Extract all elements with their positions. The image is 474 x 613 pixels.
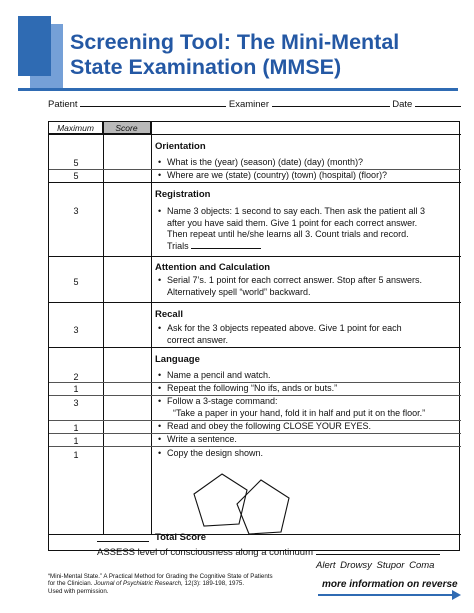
max-value: 3 [73, 206, 79, 216]
bullet: • [158, 323, 162, 333]
total-score-label: Total Score [155, 532, 207, 543]
trials-row [167, 241, 457, 253]
language-item-copy [158, 448, 457, 460]
attention-item [158, 275, 457, 298]
orientation-item-time [158, 157, 457, 169]
section-title-attention: Attention and Calculation [155, 262, 271, 273]
recall-item [158, 323, 457, 346]
examiner-field[interactable] [272, 99, 390, 107]
section-title-orientation: Orientation [155, 141, 206, 152]
language-item-read [158, 421, 457, 433]
item-text: Name a pencil and watch. [167, 370, 271, 380]
header-fields [48, 99, 458, 110]
maximum-column-header: Maximum [49, 122, 103, 134]
section-divider [49, 347, 461, 348]
recall-line2: correct answer. [167, 334, 229, 345]
mmse-form [48, 121, 460, 551]
score-input[interactable] [103, 277, 151, 287]
max-value: 5 [73, 277, 79, 287]
decorative-square-dark [18, 16, 51, 76]
max-value: 3 [73, 325, 79, 335]
citation [48, 573, 298, 595]
patient-field[interactable] [80, 99, 226, 107]
citation-line2 [48, 580, 298, 587]
citation-line3: Used with permission. [48, 587, 109, 595]
max-value: 1 [73, 436, 79, 446]
citation-journal: Journal of Psychiatric Research, [94, 580, 183, 588]
score-column-header: Score [103, 122, 151, 134]
more-info-link[interactable]: more information on reverse [322, 579, 458, 590]
attention-line1: Serial 7’s. 1 point for each correct answer. Stop after 5 answers. [167, 275, 422, 285]
orientation-item-place [158, 170, 457, 182]
assess-row [97, 547, 440, 558]
item-text: What is the (year) (season) (date) (day) (month)? [167, 157, 364, 167]
page-title [70, 30, 460, 80]
bullet: • [158, 370, 162, 380]
score-input[interactable] [103, 372, 151, 382]
registration-line1: Name 3 objects: 1 second to say each. Then ask the patient all 3 [167, 206, 425, 216]
max-value: 3 [73, 398, 79, 408]
section-divider [49, 256, 461, 257]
bullet: • [158, 170, 162, 180]
section-divider [49, 302, 461, 303]
bullet: • [158, 157, 162, 167]
bullet: • [158, 206, 162, 216]
score-input[interactable] [103, 158, 151, 168]
citation-text: for the Clinician. [48, 580, 93, 588]
section-divider [49, 182, 461, 183]
item-text: Read and obey the following CLOSE YOUR EYES. [167, 421, 371, 431]
total-score-field[interactable] [97, 541, 149, 542]
trials-field[interactable] [191, 241, 261, 249]
max-value: 5 [73, 158, 79, 168]
bullet: • [158, 396, 162, 406]
score-input[interactable] [103, 384, 151, 394]
citation-line1: “Mini-Mental State.” A Practical Method for Grading the Cognitive State of Patients [48, 573, 273, 580]
arrow-right-icon [452, 590, 461, 600]
row-divider [49, 446, 461, 447]
date-label: Date [392, 99, 413, 110]
bullet: • [158, 421, 162, 431]
column-line-score [151, 122, 152, 534]
trials-label: Trials [167, 240, 189, 251]
score-input[interactable] [103, 450, 151, 460]
item-text: Write a sentence. [167, 434, 237, 444]
arrow-line [318, 594, 454, 596]
bullet: • [158, 383, 162, 393]
bullet: • [158, 275, 162, 285]
registration-item [158, 206, 457, 252]
pentagon-left [194, 474, 247, 526]
bullet: • [158, 434, 162, 444]
score-input[interactable] [103, 398, 151, 408]
recall-line1: Ask for the 3 objects repeated above. Give 1 point for each [167, 323, 402, 333]
language-item-name [158, 370, 457, 382]
language-item-repeat [158, 383, 457, 395]
section-title-language: Language [155, 354, 200, 365]
item-text: Follow a 3-stage command: [167, 396, 278, 406]
language-item-command [158, 396, 457, 419]
max-value: 1 [73, 450, 79, 460]
assess-label: ASSESS level of consciousness along a continuum [97, 547, 313, 558]
score-input[interactable] [103, 206, 151, 216]
item-text-quote: “Take a paper in your hand, fold it in half and put it on the floor.” [173, 407, 426, 418]
score-input[interactable] [103, 325, 151, 335]
bullet: • [158, 448, 162, 458]
score-input[interactable] [103, 423, 151, 433]
title-divider [18, 88, 458, 91]
registration-line2: after you have said them. Give 1 point for each correct answer. [167, 217, 418, 228]
registration-line3: Then repeat until he/she learns all 3. Count trials and record. [167, 229, 409, 239]
patient-label: Patient [48, 99, 78, 110]
item-text: Repeat the following “No ifs, ands or buts.” [167, 383, 338, 393]
page-title-line2: State Examination (MMSE) [70, 55, 342, 79]
item-text: Where are we (state) (country) (town) (hospital) (floor)? [167, 170, 388, 180]
header-divider [49, 134, 461, 135]
max-value: 1 [73, 423, 79, 433]
language-item-write [158, 434, 457, 446]
consciousness-field[interactable] [316, 547, 440, 555]
page-title-line1: Screening Tool: The Mini-Mental [70, 30, 400, 54]
table-bottom-divider [49, 534, 461, 535]
item-text: Copy the design shown. [167, 448, 264, 458]
citation-pages: 12(3): 189-198, 1975. [184, 580, 245, 588]
score-input[interactable] [103, 171, 151, 181]
section-title-registration: Registration [155, 189, 211, 200]
examiner-label: Examiner [228, 99, 269, 110]
max-value: 1 [73, 384, 79, 394]
consciousness-levels: Alert Drowsy Stupor Coma [316, 560, 435, 571]
max-value: 5 [73, 171, 79, 181]
attention-line2: Alternatively spell “world” backward. [167, 286, 311, 297]
max-value: 2 [73, 372, 79, 382]
section-title-recall: Recall [155, 309, 183, 320]
score-input[interactable] [103, 436, 151, 446]
date-field[interactable] [415, 99, 461, 107]
